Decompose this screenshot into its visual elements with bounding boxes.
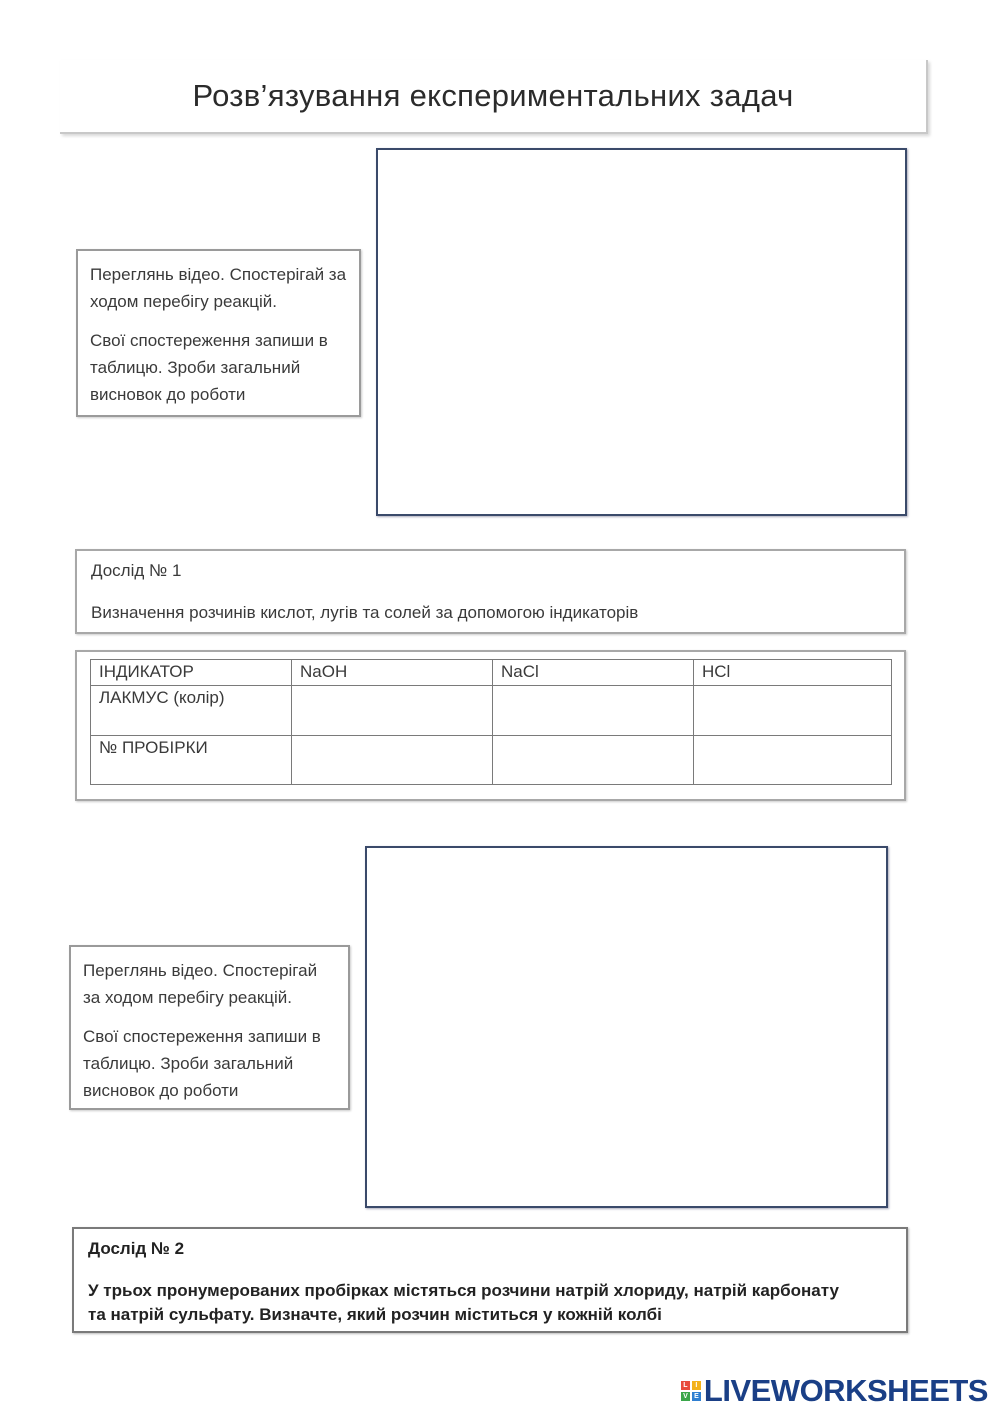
instruction-box-1 [76,249,361,417]
experiment-2-heading: Дослід № 2 [88,1239,185,1258]
instruction-text: Переглянь відео. Спостерігай за ходом перебігу реакцій. [90,265,347,311]
answer-cell[interactable] [694,686,892,736]
table-row [91,736,892,785]
logo-cubes-icon: L I V E [681,1381,701,1401]
page-title: Розв’язування експериментальних задач [192,78,794,113]
video-frame-1[interactable] [376,148,907,516]
instruction-box-2 [69,945,350,1110]
table-row-label: ЛАКМУС (колір) [91,686,292,736]
answer-cell[interactable] [493,736,694,785]
indicator-table [90,659,892,785]
video-frame-2[interactable] [365,846,888,1208]
logo-text: LIVEWORKSHEETS [703,1373,988,1408]
title-banner [60,60,928,134]
instruction-text: Свої спостереження запиши в таблицю. Зроби загальний висновок до роботи [83,1027,321,1100]
table-header-cell: NaCl [493,660,694,686]
table-header-row [91,660,892,686]
table-header-cell: HCl [694,660,892,686]
liveworksheets-logo[interactable] [681,1374,988,1408]
answer-cell[interactable] [292,736,493,785]
table-header-cell: ІНДИКАТОР [91,660,292,686]
instruction-text: Свої спостереження запиши в таблицю. Зроби загальний висновок до роботи [90,331,328,404]
experiment-1-description: Визначення розчинів кислот, лугів та солей за допомогою індикаторів [91,603,639,622]
experiment-1-heading: Дослід № 1 [91,561,182,580]
table-header-cell: NaOH [292,660,493,686]
indicator-table-frame [75,650,906,801]
experiment-1-box [75,549,906,634]
experiment-2-description: У трьох пронумерованих пробірках містяться розчини натрій хлориду, натрій карбонату та натрій сульфату. Визначте, який розчин міститься у кожній колбі [88,1281,839,1324]
experiment-2-box [72,1227,908,1333]
answer-cell[interactable] [493,686,694,736]
table-row [91,686,892,736]
answer-cell[interactable] [292,686,493,736]
instruction-text: Переглянь відео. Спостерігай за ходом перебігу реакцій. [83,961,318,1007]
table-row-label: № ПРОБІРКИ [91,736,292,785]
answer-cell[interactable] [694,736,892,785]
